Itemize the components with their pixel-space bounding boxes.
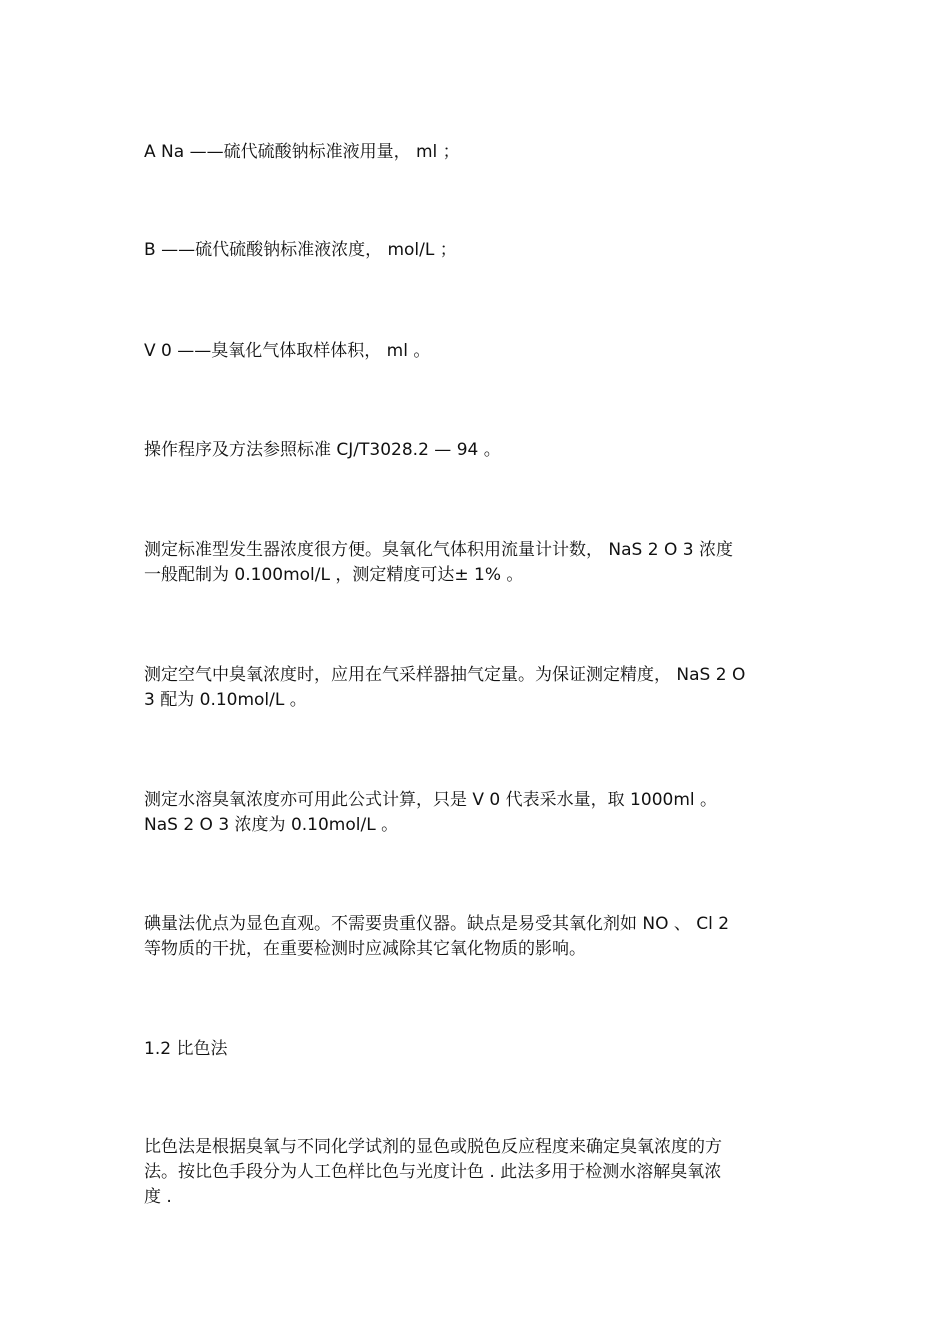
- text-line: 测定空气中臭氧浓度时，应用在气采样器抽气定量。为保证测定精度， NaS 2 O: [144, 665, 746, 685]
- text-line: V 0 ——臭氧化气体取样体积， ml 。: [144, 341, 431, 361]
- text-line: 等物质的干扰，在重要检测时应减除其它氧化物质的影响。: [144, 939, 586, 959]
- text-line: 碘量法优点为显色直观。不需要贵重仪器。缺点是易受其氧化剂如 NO 、 Cl 2: [144, 914, 730, 934]
- text-line: 一般配制为 0.100mol/L ，测定精度可达± 1% 。: [144, 565, 524, 585]
- text-line: 测定水溶臭氧浓度亦可用此公式计算，只是 V 0 代表采水量，取 1000ml 。: [144, 790, 718, 810]
- definition-v0: [144, 339, 808, 364]
- text-line: A Na ——硫代硫酸钠标准液用量， ml ；: [144, 142, 460, 162]
- procedure-standard: [144, 438, 808, 463]
- text-line: 比色法是根据臭氧与不同化学试剂的显色或脱色反应程度来确定臭氧浓度的方: [144, 1137, 722, 1157]
- text-line: 操作程序及方法参照标准 CJ/T3028.2 — 94 。: [144, 440, 501, 460]
- text-line: 度 .: [144, 1187, 172, 1207]
- text-line: B ——硫代硫酸钠标准液浓度， mol/L ；: [144, 240, 457, 260]
- text-line: 3 配为 0.10mol/L 。: [144, 690, 307, 710]
- definition-b: [144, 238, 808, 263]
- air-concentration-paragraph: [144, 663, 808, 713]
- iodometry-pros-cons-paragraph: [144, 912, 808, 962]
- text-line: 1.2 比色法: [144, 1039, 228, 1059]
- text-line: NaS 2 O 3 浓度为 0.10mol/L 。: [144, 815, 399, 835]
- colorimetry-paragraph: [144, 1135, 808, 1210]
- text-line: 法。按比色手段分为人工色样比色与光度计色 . 此法多用于检测水溶解臭氧浓: [144, 1162, 722, 1182]
- definition-a-na: [144, 140, 808, 165]
- standard-generator-paragraph: [144, 538, 808, 588]
- water-concentration-paragraph: [144, 788, 808, 838]
- section-heading-colorimetry: [144, 1037, 808, 1062]
- text-line: 测定标准型发生器浓度很方便。臭氧化气体积用流量计计数， NaS 2 O 3 浓度: [144, 540, 733, 560]
